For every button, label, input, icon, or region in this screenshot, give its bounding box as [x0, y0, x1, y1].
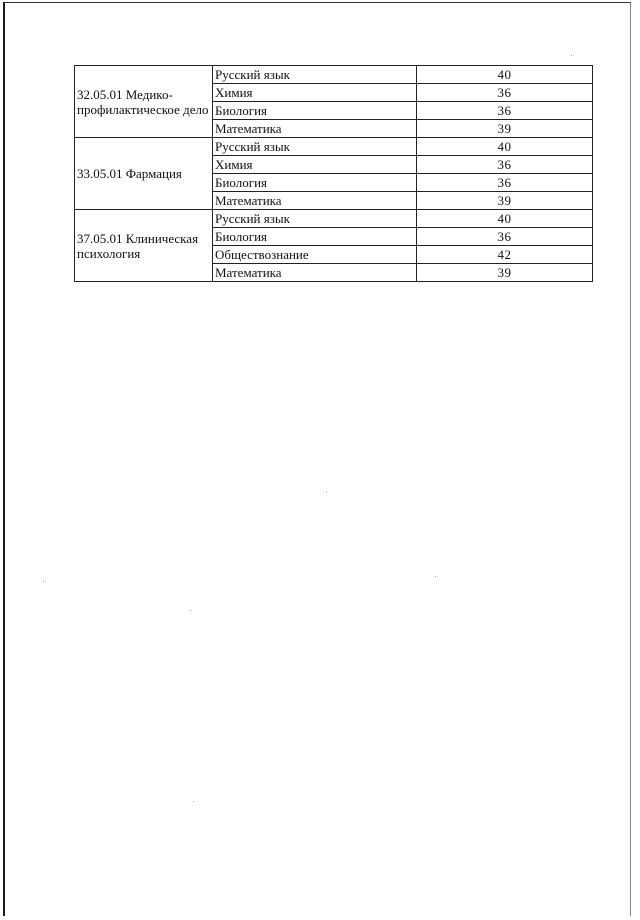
subject-cell: Математика — [213, 192, 417, 210]
table-row — [75, 210, 593, 228]
score-cell: 40 — [417, 210, 593, 228]
score-cell: 36 — [417, 174, 593, 192]
minimum-scores-table — [74, 65, 593, 282]
scanned-page — [3, 2, 631, 916]
score-cell: 40 — [417, 66, 593, 84]
subject-cell: Химия — [213, 84, 417, 102]
score-cell: 40 — [417, 138, 593, 156]
subject-cell: Биология — [213, 174, 417, 192]
subject-cell: Русский язык — [213, 138, 417, 156]
subject-cell: Русский язык — [213, 66, 417, 84]
score-cell: 36 — [417, 228, 593, 246]
subject-cell: Химия — [213, 156, 417, 174]
scores-table-wrap — [74, 65, 593, 282]
score-cell: 39 — [417, 264, 593, 282]
subject-cell: Математика — [213, 120, 417, 138]
score-cell: 36 — [417, 102, 593, 120]
score-cell: 36 — [417, 84, 593, 102]
specialty-cell: 32.05.01 Медико-профилактическое дело — [75, 66, 213, 138]
score-cell: 42 — [417, 246, 593, 264]
specialty-cell: 37.05.01 Клиническая психология — [75, 210, 213, 282]
specialty-cell: 33.05.01 Фармация — [75, 138, 213, 210]
table-row — [75, 66, 593, 84]
subject-cell: Обществознание — [213, 246, 417, 264]
score-cell: 36 — [417, 156, 593, 174]
subject-cell: Математика — [213, 264, 417, 282]
subject-cell: Биология — [213, 228, 417, 246]
subject-cell: Русский язык — [213, 210, 417, 228]
score-cell: 39 — [417, 192, 593, 210]
table-row — [75, 138, 593, 156]
subject-cell: Биология — [213, 102, 417, 120]
score-cell: 39 — [417, 120, 593, 138]
